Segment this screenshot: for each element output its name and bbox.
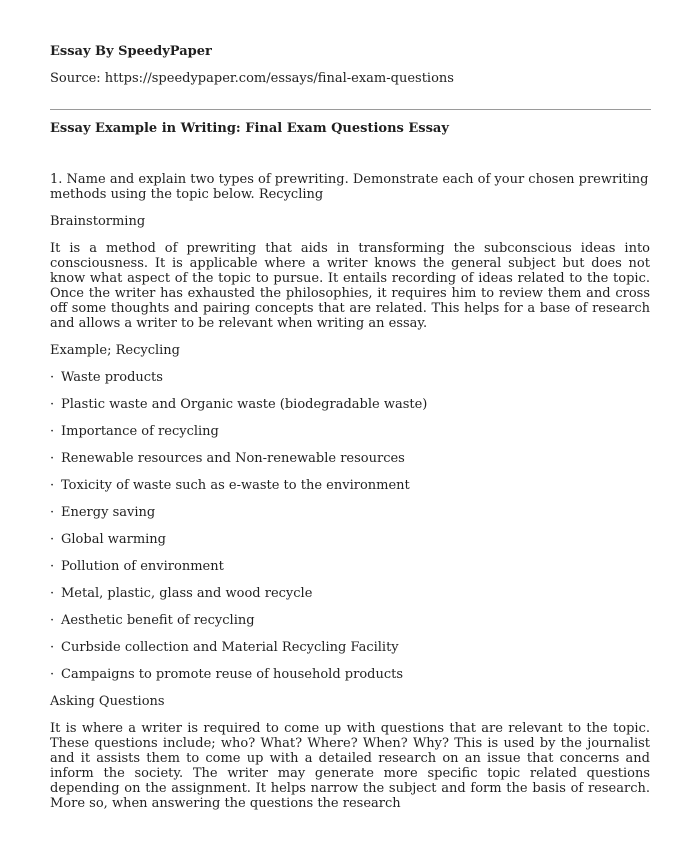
asking-questions-paragraph: It is where a writer is required to come up with questions that are relevant to the topic. These questions include; who? What? Where? When? Why? This is used by the journalist and it assists them to come up with a detailed research on an issue that concerns and inform the society. The writer may generate more specific topic related questions depending on the assignment. It helps narrow the subject and form the basis of research. More so, when answering the questions the research [50, 721, 650, 811]
essay-title: Essay Example in Writing: Final Exam Questions Essay [50, 121, 449, 136]
recycling-bullet-list [50, 370, 650, 682]
essay-body [50, 172, 650, 823]
bullet-marker: · [50, 532, 55, 547]
list-item-text: Energy saving [61, 505, 156, 520]
list-item-text: Pollution of environment [61, 559, 224, 574]
list-item-text: Waste products [61, 370, 163, 385]
list-item [50, 586, 650, 601]
list-item-text: Metal, plastic, glass and wood recycle [61, 586, 313, 601]
bullet-marker: · [50, 640, 55, 655]
list-item-text: Toxicity of waste such as e-waste to the environment [61, 478, 410, 493]
list-item [50, 505, 650, 520]
bullet-marker: · [50, 370, 55, 385]
list-item [50, 532, 650, 547]
source-line: Source: https://speedypaper.com/essays/final-exam-questions [50, 71, 454, 86]
list-item [50, 451, 650, 466]
bullet-marker: · [50, 478, 55, 493]
brand-heading: Essay By SpeedyPaper [50, 44, 212, 59]
list-item [50, 478, 650, 493]
question-paragraph: 1. Name and explain two types of prewriting. Demonstrate each of your chosen prewriting methods using the topic below. Recycling [50, 172, 649, 202]
list-item [50, 424, 650, 439]
list-item [50, 559, 650, 574]
list-item-text: Global warming [61, 532, 167, 547]
bullet-marker: · [50, 559, 55, 574]
list-item [50, 613, 650, 628]
section-heading-asking-questions: Asking Questions [50, 694, 165, 709]
bullet-marker: · [50, 667, 55, 682]
bullet-marker: · [50, 505, 55, 520]
list-item-text: Plastic waste and Organic waste (biodegradable waste) [61, 397, 428, 412]
brainstorming-paragraph: It is a method of prewriting that aids in transforming the subconscious ideas into consciousness. It is applicable where a writer knows the general subject but does not know what aspect of the topic to pursue. It entails recording of ideas related to the topic. Once the writer has exhausted the philosophies, it requires him to review them and cross off some thoughts and pairing concepts that are related. This helps for a base of research and allows a writer to be relevant when writing an essay. [50, 241, 650, 331]
list-item-text: Curbside collection and Material Recycling Facility [61, 640, 399, 655]
bullet-marker: · [50, 451, 55, 466]
example-label: Example; Recycling [50, 343, 180, 358]
bullet-marker: · [50, 613, 55, 628]
bullet-marker: · [50, 397, 55, 412]
list-item-text: Importance of recycling [61, 424, 219, 439]
list-item [50, 667, 650, 682]
section-heading-brainstorming: Brainstorming [50, 214, 146, 229]
list-item-text: Campaigns to promote reuse of household products [61, 667, 404, 682]
list-item [50, 370, 650, 385]
list-item [50, 397, 650, 412]
list-item-text: Renewable resources and Non-renewable resources [61, 451, 405, 466]
bullet-marker: · [50, 424, 55, 439]
list-item-text: Aesthetic benefit of recycling [61, 613, 255, 628]
list-item [50, 640, 650, 655]
bullet-marker: · [50, 586, 55, 601]
header-divider [50, 109, 651, 110]
